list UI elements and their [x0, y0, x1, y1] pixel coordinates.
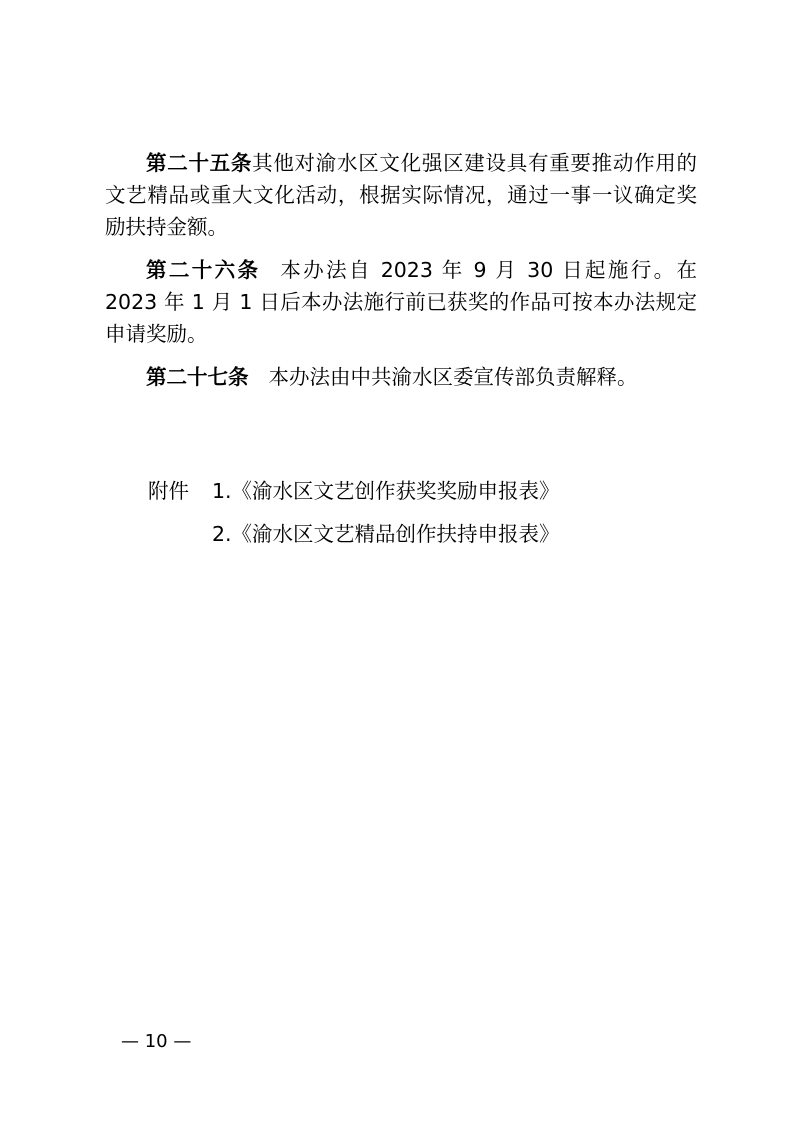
page-number: — 10 —	[121, 1031, 192, 1052]
article-text: 本办法自 2023 年 9 月 30 日起施行。在 2023 年 1 月 1 日后本办法施行前已获奖的作品可按本办法规定申请奖励。	[105, 258, 697, 346]
article-title: 第二十七条	[146, 365, 249, 389]
article-26	[105, 254, 697, 350]
attachment-item-1: 1.《渝水区文艺创作获奖奖励申报表》	[212, 479, 560, 503]
article-text: 本办法由中共渝水区委宣传部负责解释。	[268, 365, 638, 389]
attachment-item-2: 2.《渝水区文艺精品创作扶持申报表》	[212, 522, 560, 546]
attachments-section	[148, 470, 560, 556]
document-body	[105, 147, 697, 404]
attachments-list	[212, 470, 560, 556]
attachments-label: 附件	[148, 479, 189, 503]
article-text: 其他对渝水区文化强区建设具有重要推动作用的文艺精品或重大文化活动，根据实际情况，通过一事一议确定奖励扶持金额。	[105, 151, 698, 239]
article-title: 第二十五条	[146, 151, 253, 175]
article-title: 第二十六条	[146, 258, 261, 282]
article-25	[105, 147, 697, 243]
article-27	[105, 361, 697, 393]
